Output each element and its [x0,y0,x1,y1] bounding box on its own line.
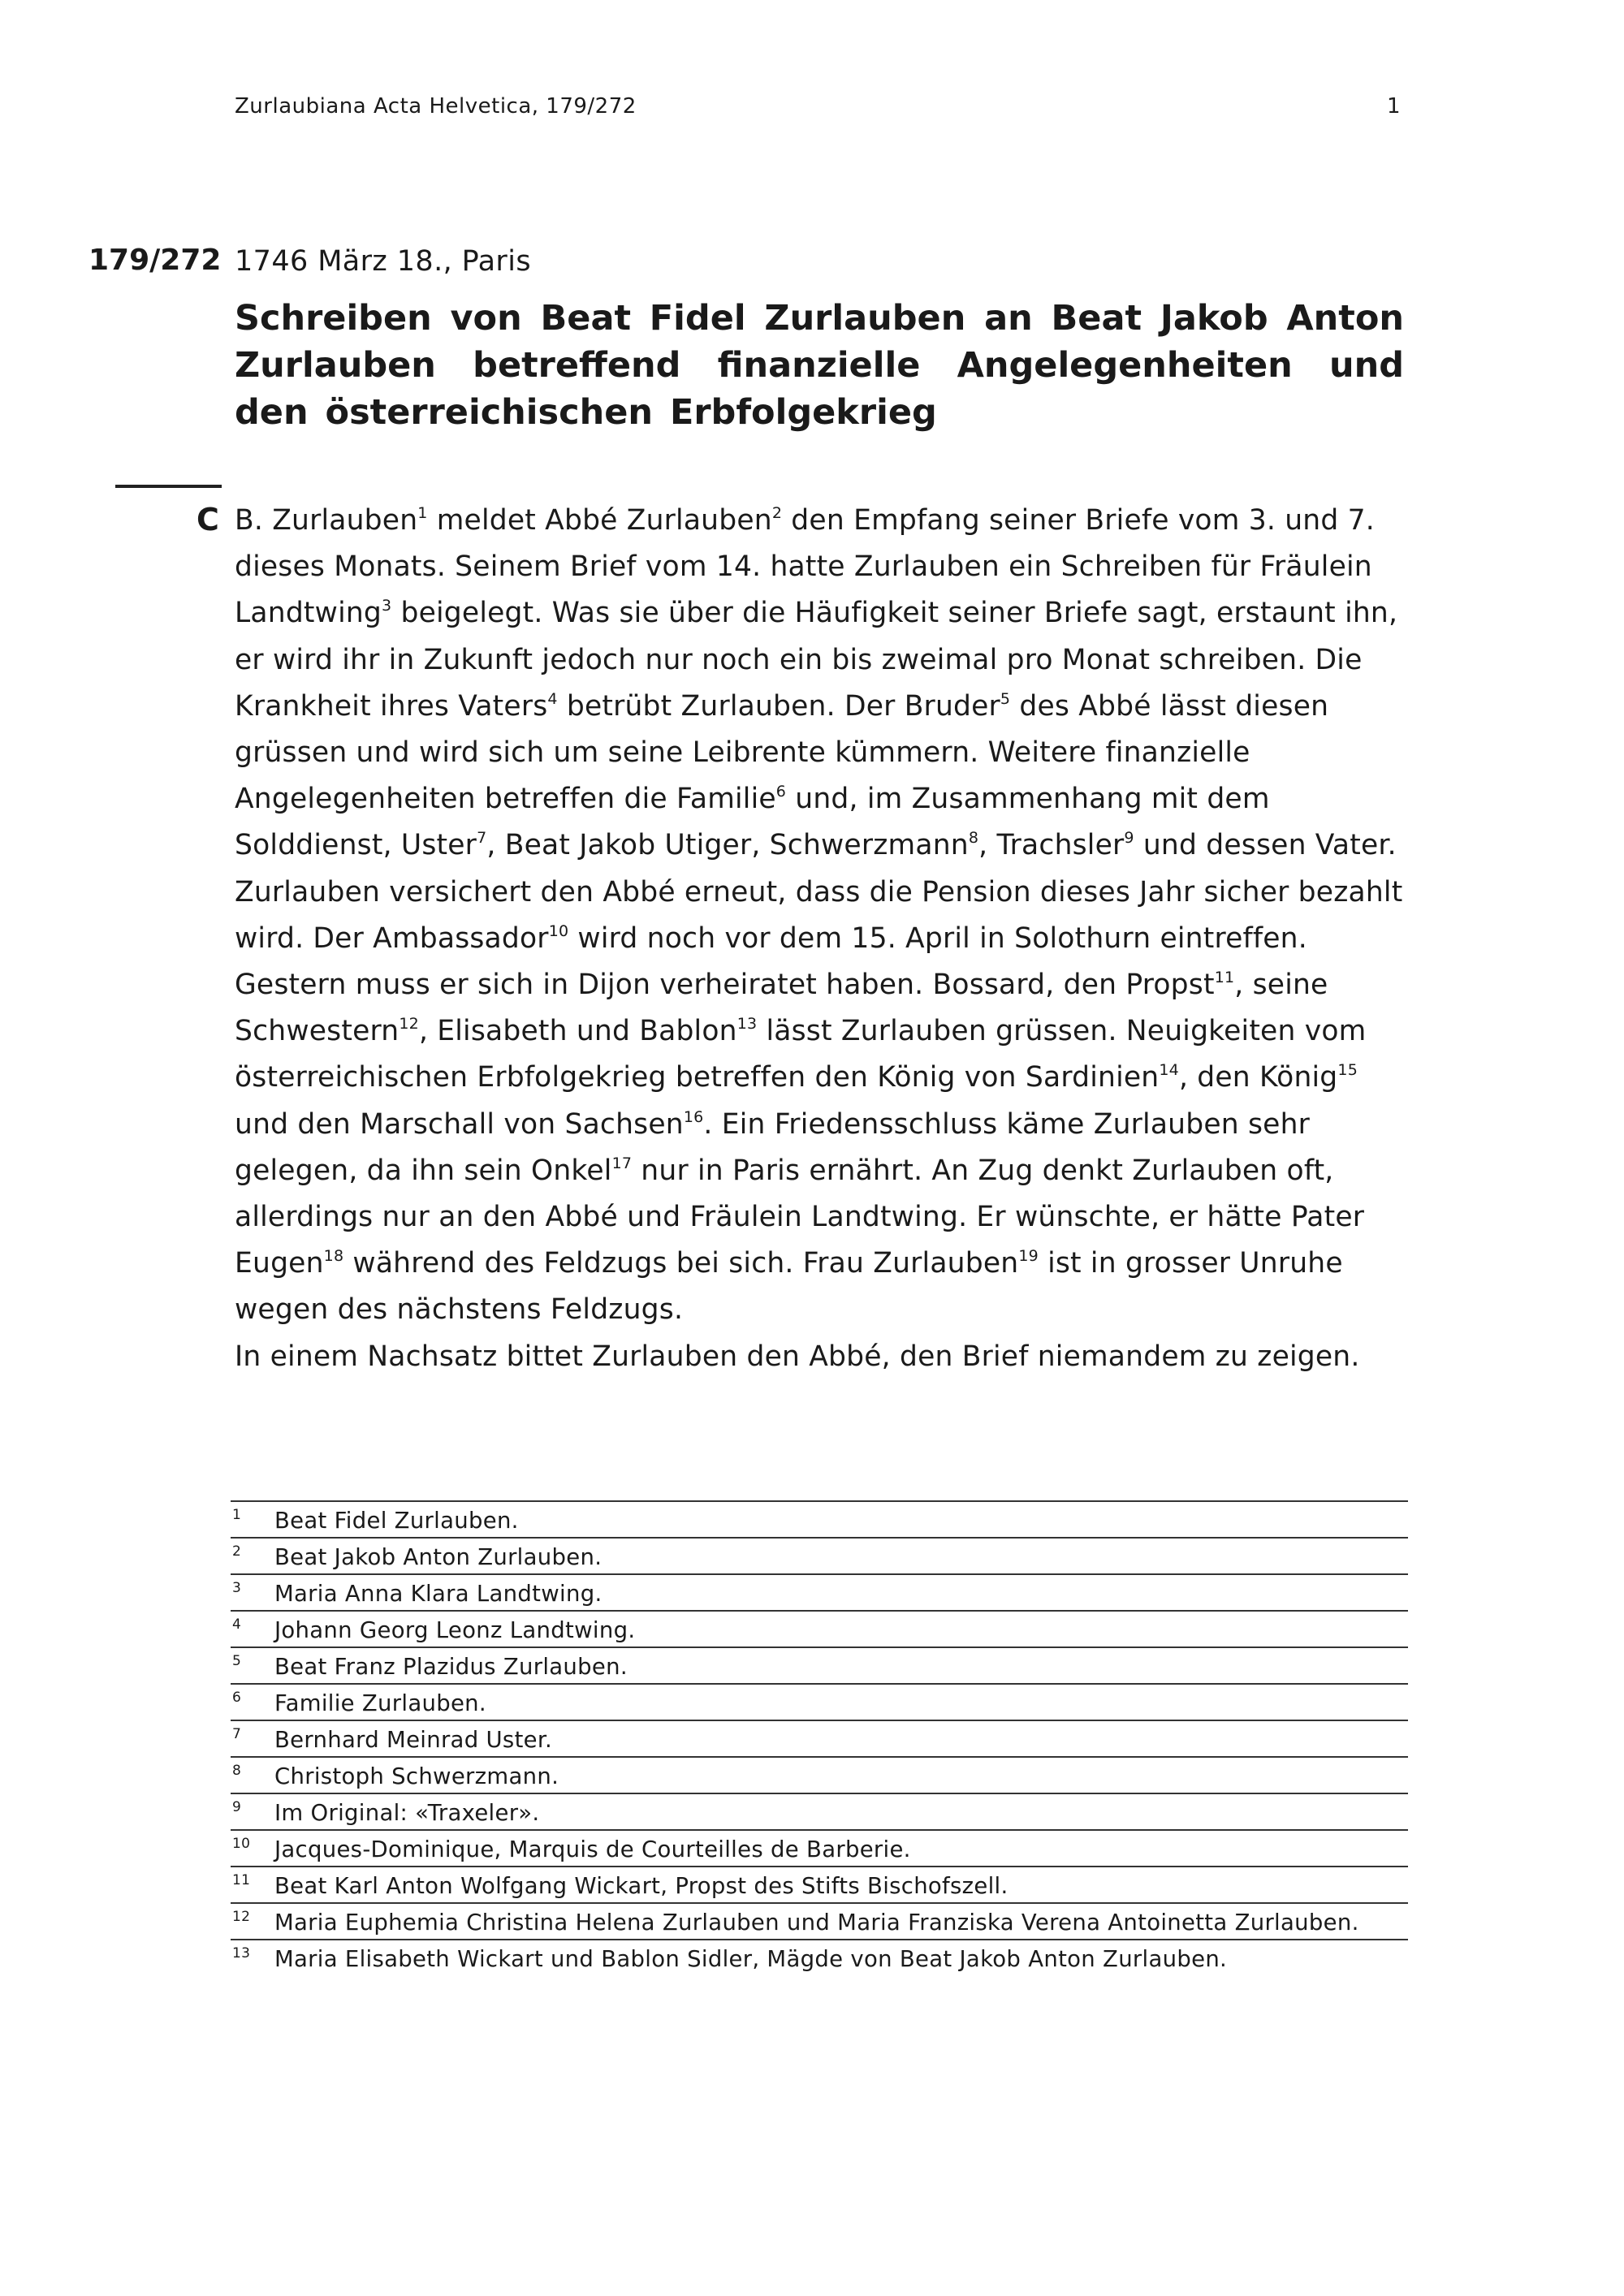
summary-text-run: und dessen Vater. [1134,829,1397,862]
footnote-item [231,1829,1408,1866]
footnote-ref[interactable]: 1 [417,504,428,522]
footnote-text: Maria Elisabeth Wickart und Bablon Sidler, Mägde von Beat Jakob Anton Zurlauben. [274,1946,1228,1972]
footnote-text: Christoph Schwerzmann. [274,1763,559,1789]
summary-text [235,498,1412,1380]
footnote-text: Im Original: «Traxeler». [274,1800,540,1826]
footnote-item [231,1646,1408,1683]
footnote-item [231,1720,1408,1756]
summary-text-run: und, im Zusammenhang mit dem Solddienst, Uster [235,783,1270,862]
footnote-text: Beat Franz Plazidus Zurlauben. [274,1654,628,1680]
footnote-number: 10 [232,1836,251,1852]
footnote-item [231,1793,1408,1829]
summary-text-run: während des Feldzugs bei sich. Frau Zurlauben [343,1247,1019,1280]
summary-text-run: meldet Abbé Zurlauben [427,504,772,537]
footnote-number: 5 [232,1653,242,1669]
page-number: 1 [1387,94,1402,119]
footnote-text: Beat Karl Anton Wolfgang Wickart, Propst des Stifts Bischofszell. [274,1873,1009,1899]
footnote-number: 6 [232,1690,242,1706]
running-header: Zurlaubiana Acta Helvetica, 179/272 [235,94,637,119]
summary-text-run: ist in grosser Unruhe wegen des nächstens Feldzugs. [235,1247,1343,1327]
summary-text-run: beigelegt. Was sie über die Häufigkeit seiner Briefe sagt, erstaunt ihn, er wird ihr in Zukunft jedoch nur noch ein bis zweimal pro Monat schreiben. Die Krankheit ihres Vaters [235,597,1398,723]
document-title: Schreiben von Beat Fidel Zurlauben an Beat Jakob Anton Zurlauben betreffend finanzielle Angelegenheiten und den österreichischen Erbfolgekrieg [235,298,1404,433]
footnote-number: 1 [232,1507,242,1523]
footnote-ref[interactable]: 14 [1159,1061,1179,1080]
footnote-item [231,1500,1408,1537]
summary-paragraph [235,1334,1412,1380]
summary-text-run: B. Zurlauben [235,504,418,537]
summary-text-run: . Ein Friedensschluss käme Zurlauben sehr gelegen, da ihn sein Onkel [235,1107,1311,1187]
footnote-ref[interactable]: 6 [775,783,787,801]
summary-text-run: den Empfang seiner Briefe vom 3. und 7. dieses Monats. Seinem Brief vom 14. hatte Zurlauben ein Schreiben für Fräulein Landtwing [235,504,1375,630]
summary-text-run: nur in Paris ernährt. An Zug denkt Zurlauben oft, allerdings nur an den Abbé und Fräulein Landtwing. Er wünschte, er hätte Pater Eugen [235,1154,1365,1280]
summary-text-run: , Trachsler [978,829,1125,862]
summary-text-run: und den Marschall von Sachsen [235,1107,684,1141]
date-place: 1746 März 18., Paris [235,245,531,278]
footnote-ref[interactable]: 2 [771,504,783,522]
footnote-text: Maria Euphemia Christina Helena Zurlauben und Maria Franziska Verena Antoinetta Zurlauben. [274,1910,1359,1936]
footnote-ref[interactable]: 10 [548,921,569,940]
footnote-text: Maria Anna Klara Landtwing. [274,1581,603,1607]
summary-text-run: betrübt Zurlauben. Der Bruder [557,689,1000,723]
footnote-item [231,1610,1408,1646]
footnote-text: Jacques-Dominique, Marquis de Courteilles de Barberie. [274,1836,911,1862]
footnote-ref[interactable]: 8 [968,829,979,848]
document-id: 179/272 [89,244,222,277]
footnote-number: 7 [232,1726,242,1742]
footnote-number: 13 [232,1945,251,1962]
footnote-item [231,1537,1408,1573]
footnote-item [231,1756,1408,1793]
footnote-item [231,1573,1408,1610]
footnote-item [231,1683,1408,1720]
footnote-text: Bernhard Meinrad Uster. [274,1727,552,1753]
copy-marker: C [197,502,219,537]
summary-text-run: lässt Zurlauben grüssen. Neuigkeiten vom österreichischen Erbfolgekrieg betreffen den König von Sardinien [235,1015,1367,1094]
summary-text-run: In einem Nachsatz bittet Zurlauben den Abbé, den Brief niemandem zu zeigen. [235,1340,1360,1373]
footnote-text: Familie Zurlauben. [274,1690,486,1716]
summary-text-run: , den König [1178,1061,1338,1094]
footnote-item [231,1902,1408,1939]
section-rule [115,485,222,488]
footnote-number: 11 [232,1872,251,1888]
summary-paragraph [235,498,1412,870]
footnote-item [231,1939,1408,1975]
footnote-ref[interactable]: 16 [683,1107,704,1126]
footnote-ref[interactable]: 11 [1214,969,1235,987]
summary-text-run: wird noch vor dem 15. April in Solothurn eintreffen. Gestern muss er sich in Dijon verheiratet haben. Bossard, den Propst [235,921,1307,1002]
summary-text-run: des Abbé lässt diesen grüssen und wird sich um seine Leibrente kümmern. Weitere finanzielle Angelegenheiten betreffen die Familie [235,689,1329,816]
footnote-ref[interactable]: 19 [1018,1247,1039,1266]
footnote-item [231,1866,1408,1902]
summary-paragraph [235,870,1412,1334]
footnote-number: 4 [232,1616,242,1633]
footnote-ref[interactable]: 17 [611,1154,633,1172]
footnote-ref[interactable]: 3 [382,597,392,615]
footnote-ref[interactable]: 7 [477,829,487,848]
summary-text-run: , seine Schwestern [235,969,1328,1048]
footnote-ref[interactable]: 13 [736,1015,758,1034]
footnote-ref[interactable]: 4 [547,689,558,708]
footnote-ref[interactable]: 15 [1337,1061,1358,1080]
footnote-text: Johann Georg Leonz Landtwing. [274,1617,636,1643]
footnote-number: 8 [232,1763,242,1779]
footnote-number: 12 [232,1909,251,1925]
footnote-number: 3 [232,1580,242,1596]
footnote-ref[interactable]: 18 [323,1247,344,1266]
summary-text-run: , Beat Jakob Utiger, Schwerzmann [486,829,969,862]
footnotes [231,1500,1408,1975]
footnote-number: 2 [232,1543,242,1560]
footnote-text: Beat Fidel Zurlauben. [274,1508,519,1534]
summary-text-run: Zurlauben versichert den Abbé erneut, dass die Pension dieses Jahr sicher bezahlt wird. Der Ambassador [235,875,1403,955]
footnote-number: 9 [232,1799,242,1815]
footnote-ref[interactable]: 5 [1000,689,1011,708]
footnote-ref[interactable]: 9 [1124,829,1134,848]
footnote-ref[interactable]: 12 [399,1015,419,1034]
footnote-text: Beat Jakob Anton Zurlauben. [274,1544,603,1570]
summary-text-run: , Elisabeth und Bablon [418,1015,737,1048]
